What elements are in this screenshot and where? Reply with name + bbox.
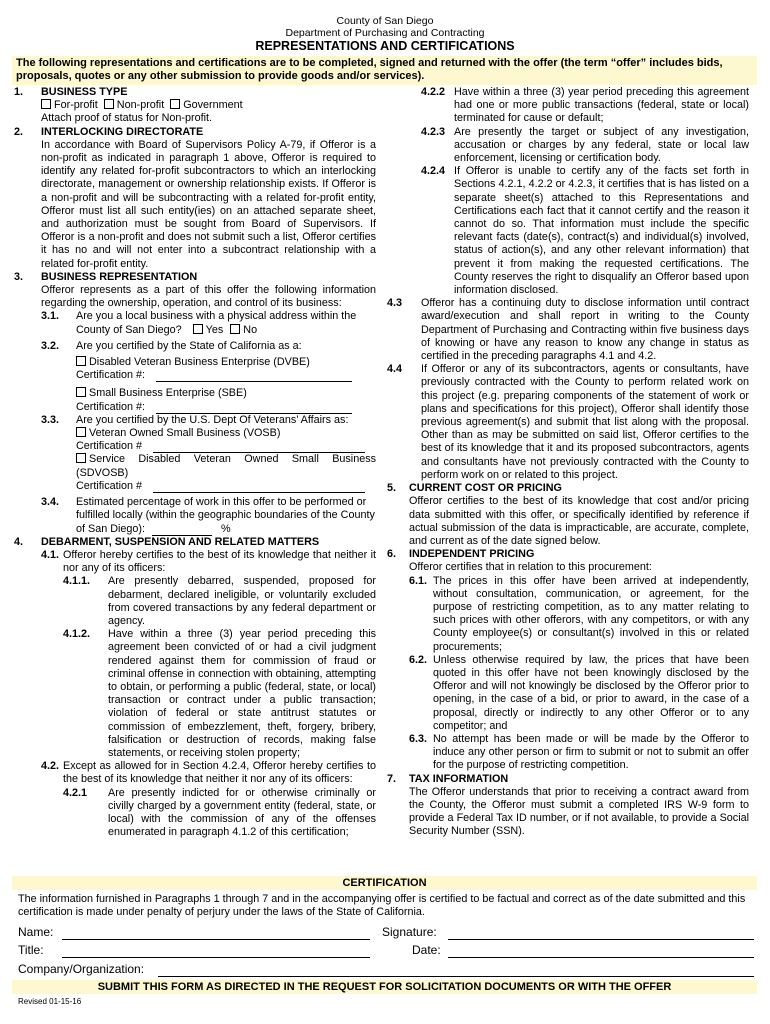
section-title: BUSINESS REPRESENTATION	[41, 270, 198, 283]
item-number: 4.2.4	[421, 165, 446, 178]
p-4-2-4	[421, 165, 749, 297]
name-field[interactable]	[62, 938, 370, 940]
p-4-4	[387, 363, 749, 482]
q-3-3	[41, 414, 376, 493]
p-4-2-4-text: If Offeror is unable to certify any of the facts set forth in Sections 4.2.1, 4.2.2 or 4.2.3, it certifies that is has listed on a separate sheet(s) attached to this Representations and Certifications each fact that it cannot certify and the reason it cannot do so. That information must include the specific relevant facts (date(s), contract(s) and individual(s) involved, status of action(s), and any other relevant information) that prevent it from making the requested certifications. The County reserves the right to disqualify an Offeror based upon information disclosed.	[454, 165, 749, 297]
certification-label: Certification #	[76, 440, 143, 453]
right-column	[387, 86, 749, 839]
certification-label: Certification #	[76, 479, 143, 492]
p-6-1	[409, 575, 749, 654]
department-name: Department of Purchasing and Contracting	[285, 27, 485, 39]
company-label: Company/Organization:	[18, 962, 145, 976]
q-3-2	[41, 340, 376, 414]
p-4-3-text: Offeror has a continuing duty to disclose information until contract award/execution and shall report in writing to the County Department of Purchasing and Contracting within five business days of knowing or have any reason to know any change in status as certified in the preceding paragraphs 4.1 and 4.2.	[421, 297, 749, 363]
item-number: 3.4.	[41, 496, 60, 509]
p-6-3	[409, 733, 749, 773]
p-4-2-1	[63, 787, 376, 840]
vosb-checkbox[interactable]	[76, 427, 86, 437]
item-number: 4.4	[387, 363, 403, 376]
item-number: 6.1.	[409, 574, 428, 587]
section-title: INTERLOCKING DIRECTORATE	[41, 125, 204, 138]
dvbe-checkbox[interactable]	[76, 356, 86, 366]
q-3-2-text: Are you certified by the State of California as a:	[76, 339, 302, 352]
p-6-3-text: No attempt has been made or will be made by the Offeror to induce any other person or firm to submit or not to submit an offer for the purpose of restricting competition.	[433, 732, 749, 772]
date-label: Date:	[412, 943, 441, 957]
p-4-2-3	[421, 126, 749, 166]
title-label: Title:	[18, 943, 44, 957]
item-number: 4.3	[387, 297, 403, 310]
p-4-1-1-text: Are presently debarred, suspended, proposed for debarment, declared ineligible, or voluntarily excluded from covered transactions by any federal department or agency.	[108, 575, 376, 627]
submit-instructions: SUBMIT THIS FORM AS DIRECTED IN THE REQUEST FOR SOLICITATION DOCUMENTS OR WITH THE OFFER	[12, 980, 757, 994]
p-4-1-2-text: Have within a three (3) year period preceding this agreement been convicted of or had a civil judgment rendered against them for commission of fraud or criminal offense in connection with obtaining, attempting to obtain, or performing a public (federal, state, or local) transaction or contract under a public transaction; violation of federal or state antitrust statutes or commission of embezzlement, theft, forgery, bribery, falsification or destruction of records, making false statements, or receiving stolen property;	[108, 628, 376, 759]
q-3-1-text: Are you a local business with a physical address within the County of San Diego?	[76, 310, 357, 336]
section-6	[387, 548, 749, 772]
page-title: REPRESENTATIONS AND CERTIFICATIONS	[255, 39, 515, 53]
certification-label: Certification #:	[76, 369, 146, 382]
section-title: CURRENT COST OR PRICING	[409, 482, 562, 495]
p-4-2-2-text: Have within a three (3) year period preceding this agreement had one or more public transactions (federal, state or local) terminated for cause or default;	[454, 86, 749, 125]
left-column	[14, 86, 376, 839]
sdvosb-certification-field[interactable]	[153, 481, 365, 493]
section-2	[14, 126, 376, 271]
item-number: 6.3.	[409, 732, 428, 745]
government-checkbox[interactable]	[170, 99, 180, 109]
certification-label: Certification #:	[76, 400, 146, 413]
section-5	[387, 482, 749, 548]
nonprofit-note: Attach proof of status for Non-profit.	[41, 112, 213, 125]
section-title: TAX INFORMATION	[409, 772, 509, 785]
p-4-1	[41, 549, 376, 575]
section-title: DEBARMENT, SUSPENSION AND RELATED MATTERS	[41, 535, 320, 548]
signature-field[interactable]	[448, 938, 754, 940]
item-number: 4.2.	[41, 760, 60, 773]
sdvosb-checkbox[interactable]	[76, 453, 86, 463]
section-number: 4.	[14, 535, 24, 548]
sbe-checkbox[interactable]	[76, 387, 86, 397]
vosb-certification-field[interactable]	[153, 441, 365, 453]
sbe-certification-field[interactable]	[156, 402, 352, 414]
q-3-4-text: Estimated percentage of work in this offer to be performed or fulfilled locally (within the geographic boundaries of the County of San Diego):	[76, 496, 375, 535]
section-number: 2.	[14, 125, 24, 138]
item-number: 6.2.	[409, 653, 428, 666]
certification-text: The information furnished in Paragraphs 1 through 7 and in the accompanying offer is certified to be factual and correct as of the date submitted and this certification is made under penalty of perjury under the laws of the State of California.	[18, 893, 746, 918]
p-4-1-2	[63, 628, 376, 760]
item-number: 4.1.	[41, 548, 60, 561]
item-number: 4.1.1.	[63, 575, 91, 588]
section-title: BUSINESS TYPE	[41, 86, 128, 98]
for-profit-checkbox[interactable]	[41, 99, 51, 109]
county-name: County of San Diego	[336, 15, 434, 27]
local-no-checkbox[interactable]	[230, 324, 240, 334]
p-6-2-text: Unless otherwise required by law, the prices that have been quoted in this offer have not been knowingly disclosed by the Offeror and will not knowingly be disclosed by the Offeror prior to opening, in the case of a bid, or prior to award, in the case of a proposal, directly or indirectly to any other Offeror or to any competitor; and	[433, 653, 749, 732]
q-3-3-text: Are you certified by the U.S. Dept Of Veterans’ Affairs as:	[76, 413, 349, 426]
local-percentage-field[interactable]	[152, 524, 212, 536]
p-4-2-2	[421, 86, 749, 126]
date-field[interactable]	[448, 956, 754, 958]
revision-date: Revised 01-15-16	[18, 997, 82, 1006]
section-text: The Offeror understands that prior to receiving a contract award from the County, the Offeror must submit a completed IRS W-9 form to provide a Federal Tax ID number, or if not available, to provide a Social Security Number (SSN).	[409, 785, 749, 838]
p-4-4-text: If Offeror or any of its subcontractors, agents or consultants, have previously contracted with the County to perform related work on this project (e.g. preparing components of the statement of work or plans and specifications for this project), Offeror shall identify those previous agreement(s) and submit that list along with the proposal. Other than as may be submitted on said list, Offeror certifies to the best of its knowledge that it and its proposed subcontractors, agents and consultants have not previously contracted with the County to perform work on or related to this project.	[421, 363, 749, 481]
p-4-3	[387, 297, 749, 363]
q-3-4	[41, 496, 376, 536]
item-number: 4.2.3	[421, 125, 446, 138]
sbe-label: Small Business Enterprise (SBE)	[89, 387, 247, 400]
business-type-options	[41, 99, 376, 112]
yes-label: Yes	[205, 323, 224, 336]
section-4	[14, 536, 376, 840]
item-number: 3.1.	[41, 310, 60, 323]
p-4-1-1	[63, 575, 376, 628]
government-label: Government	[183, 99, 243, 112]
section-number: 7.	[387, 772, 397, 785]
section-number: 5.	[387, 482, 397, 495]
section-number: 6.	[387, 548, 397, 561]
section-title: INDEPENDENT PRICING	[409, 548, 535, 561]
company-field[interactable]	[158, 975, 754, 977]
non-profit-label: Non-profit	[116, 99, 165, 112]
dvbe-certification-field[interactable]	[156, 370, 352, 382]
item-number: 4.1.2.	[63, 628, 91, 641]
section-text: Offeror certifies to the best of its knowledge that cost and/or pricing data submitted with this offer, or specifically identified by reference if actual submission of the data is impracticable, are accurate, complete, and current as of the date signed below.	[409, 495, 749, 547]
item-number: 4.2.2	[421, 86, 446, 98]
p-4-2-3-text: Are presently the target or subject of any investigation, accusation or charges by any federal, state or local law enforcement, licensing or certification body.	[454, 125, 749, 165]
section-text: In accordance with Board of Supervisors Policy A-79, if Offeror is a non-profit as indicated in paragraph 1 above, Offeror is required to identify any related for-profit subcontractors to which an interlocking directorate, management or ownership relationship exists. If Offeror is a non-profit and will be subcontracting with a related for-profit entity, Offeror must list all such entity(ies) on an attached separate sheet, and authorization must be sought from Board of Supervisors. If Offeror is a non-profit and does not submit such a list, Offeror certifies it has no and will not enter into a subcontract relationship with a related for-profit entity.	[41, 138, 376, 270]
section-number: 1.	[14, 86, 24, 98]
section-number: 3.	[14, 270, 24, 283]
vosb-label: Veteran Owned Small Business (VOSB)	[89, 427, 281, 440]
section-1	[14, 86, 376, 126]
section-text: Offeror represents as a part of this offer the following information regarding the ownership, operation, and control of its business:	[41, 284, 376, 310]
p-6-2	[409, 654, 749, 733]
p-4-2	[41, 760, 376, 786]
name-label: Name:	[18, 925, 54, 939]
percent-sign: %	[221, 522, 231, 535]
intro-banner: The following representations and certifications are to be completed, signed and returned with the offer (the term “offer” includes bids, proposals, quotes or any other submission to provide goods and/or services).	[12, 56, 757, 85]
local-yes-checkbox[interactable]	[193, 324, 203, 334]
no-label: No	[243, 323, 258, 336]
section-7	[387, 773, 749, 839]
p-4-2-1-text: Are presently indicted for or otherwise criminally or civilly charged by a government entity (federal, state, or local) with the commission of any of the offenses enumerated in paragraph 4.1.2 of this certification;	[108, 786, 376, 839]
q-3-1	[41, 310, 376, 336]
for-profit-label: For-profit	[54, 99, 98, 112]
item-number: 3.3.	[41, 413, 60, 426]
section-3	[14, 271, 376, 536]
title-field[interactable]	[62, 956, 370, 958]
p-6-1-text: The prices in this offer have been arrived at independently, without consultation, communication, or agreement, for the purpose of restricting competition, as to any matter relating to such prices with other offerors, with any competitors, or with any County employee(s) or consultant(s) involved in this or related procurements;	[433, 574, 749, 653]
signature-label: Signature:	[382, 925, 437, 939]
p-4-2-text: Except as allowed for in Section 4.2.4, Offeror hereby certifies to the best of its knowledge that neither it nor any of its officers:	[63, 760, 376, 786]
p-4-1-text: Offeror hereby certifies to the best of its knowledge that neither it nor any of its officers:	[63, 548, 376, 575]
certification-title: CERTIFICATION	[12, 876, 757, 890]
section-text: Offeror certifies that in relation to this procurement:	[409, 561, 652, 574]
dvbe-label: Disabled Veteran Business Enterprise (DVBE)	[89, 356, 310, 369]
sdvosb-label: Service Disabled Veteran Owned Small Business (SDVOSB)	[76, 453, 376, 479]
item-number: 4.2.1	[63, 786, 88, 799]
item-number: 3.2.	[41, 339, 60, 352]
non-profit-checkbox[interactable]	[104, 99, 114, 109]
